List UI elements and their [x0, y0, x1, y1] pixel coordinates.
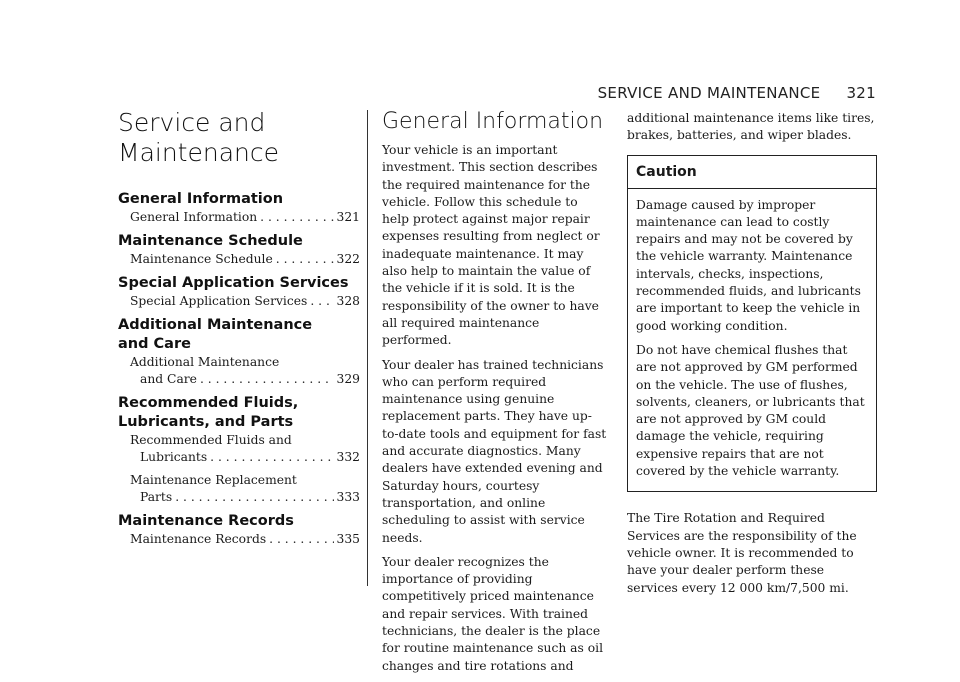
header-section-title: SERVICE AND MAINTENANCE — [597, 84, 821, 102]
toc-entry-page: 332 — [336, 450, 360, 464]
toc-section-heading: Maintenance Records — [118, 513, 294, 529]
toc-entry-special-application-services[interactable] — [130, 293, 360, 310]
toc-entry-label: General Information — [130, 210, 258, 224]
paragraph: additional maintenance items like tires, brakes, batteries, and wiper blades. — [627, 111, 875, 143]
toc-entry-page: 335 — [336, 532, 360, 546]
general-information-section — [382, 108, 608, 682]
toc-entry-page: 322 — [336, 252, 360, 266]
toc-section-recommended-fluids — [118, 394, 360, 506]
caution-body — [628, 189, 876, 492]
caution-heading: Caution — [628, 156, 876, 189]
toc-entry-maintenance-replacement-parts[interactable] — [130, 472, 360, 506]
toc-entry-maintenance-schedule[interactable] — [130, 251, 360, 268]
section-title: General Information — [382, 109, 604, 134]
paragraph: Your dealer recognizes the importance of providing competitively priced maintenance and repair services. With trained technicians, the dealer is the place for routine maintenance such as oil changes and tire rotations and — [382, 554, 603, 673]
toc-section-heading: General Information — [118, 191, 284, 207]
toc-entry-maintenance-records[interactable] — [130, 531, 360, 548]
toc-section-maintenance-schedule — [118, 232, 360, 268]
toc-entry-label: Additional Maintenance — [130, 355, 280, 369]
continuation-column — [627, 110, 877, 604]
toc-entry-label: Lubricants — [140, 450, 208, 464]
leader-dots — [310, 293, 333, 310]
leader-dots — [175, 489, 333, 506]
chapter-toc — [118, 108, 360, 554]
toc-entry-recommended-fluids[interactable] — [130, 432, 360, 466]
leader-dots — [200, 371, 334, 388]
toc-section-heading: Recommended Fluids, Lubricants, and Parts — [118, 395, 299, 430]
toc-entry-page: 328 — [336, 294, 360, 308]
toc-entry-label: and Care — [140, 372, 197, 386]
toc-entry-page: 329 — [336, 372, 360, 386]
chapter-title-line: Maintenance — [118, 138, 279, 167]
toc-entry-label: Parts — [140, 490, 173, 504]
leader-dots — [260, 209, 333, 226]
caution-paragraph: Damage caused by improper maintenance can lead to costly repairs and may not be covered by the vehicle warranty. Maintenance intervals, checks, inspections, recommended fluids, and lubricants are important to keep the vehicle in good working condition. — [636, 197, 861, 333]
toc-entry-additional-maintenance[interactable] — [130, 354, 360, 388]
toc-entry-general-information[interactable] — [130, 209, 360, 226]
toc-entry-label: Maintenance Records — [130, 532, 267, 546]
chapter-title-line: Service and — [118, 108, 266, 137]
toc-section-maintenance-records — [118, 512, 360, 548]
toc-entry-page: 321 — [336, 210, 360, 224]
toc-section-special-application-services — [118, 274, 360, 310]
chapter-title — [118, 108, 360, 168]
paragraph: Your dealer has trained technicians who can perform required maintenance using genuine replacement parts. They have up-to-date tools and equipment for fast and accurate diagnostics. Many dealers have extended evening and Saturday hours, courtesy transportation, and online scheduling to assist with service needs. — [382, 357, 607, 545]
toc-section-heading: Maintenance Schedule — [118, 233, 303, 249]
toc-section-heading: Special Application Services — [118, 275, 349, 291]
leader-dots — [269, 531, 333, 548]
toc-entry-page: 333 — [336, 490, 360, 504]
toc-entry-label: Maintenance Schedule — [130, 252, 273, 266]
caution-paragraph: Do not have chemical flushes that are not approved by GM performed on the vehicle. The use of flushes, solvents, cleaners, or lubricants that are not approved by GM could damage the vehicle, requiring expensive repairs that are not covered by the vehicle warranty. — [636, 342, 865, 479]
leader-dots — [276, 251, 334, 268]
paragraph: The Tire Rotation and Required Services are the responsibility of the vehicle owner. It is recommended to have your dealer perform these services every 12 000 km/7,500 mi. — [627, 511, 857, 595]
toc-entry-label: Recommended Fluids and — [130, 433, 292, 447]
caution-box — [627, 155, 877, 493]
leader-dots — [210, 449, 333, 466]
toc-entry-label: Maintenance Replacement — [130, 473, 297, 487]
running-header — [598, 84, 876, 102]
page-number: 321 — [846, 84, 876, 102]
toc-section-additional-maintenance — [118, 316, 360, 388]
toc-entry-label: Special Application Services — [130, 294, 308, 308]
toc-section-general-information — [118, 190, 360, 226]
paragraph: Your vehicle is an important investment. This section describes the required maintenance for the vehicle. Follow this schedule to help protect against major repair expenses resulting from neglect or inadequate maintenance. It may also help to maintain the value of the vehicle if it is sold. It is the responsibility of the owner to have all required maintenance performed. — [382, 143, 600, 348]
toc-section-heading: Additional Maintenance and Care — [118, 317, 313, 352]
column-divider — [367, 110, 368, 586]
